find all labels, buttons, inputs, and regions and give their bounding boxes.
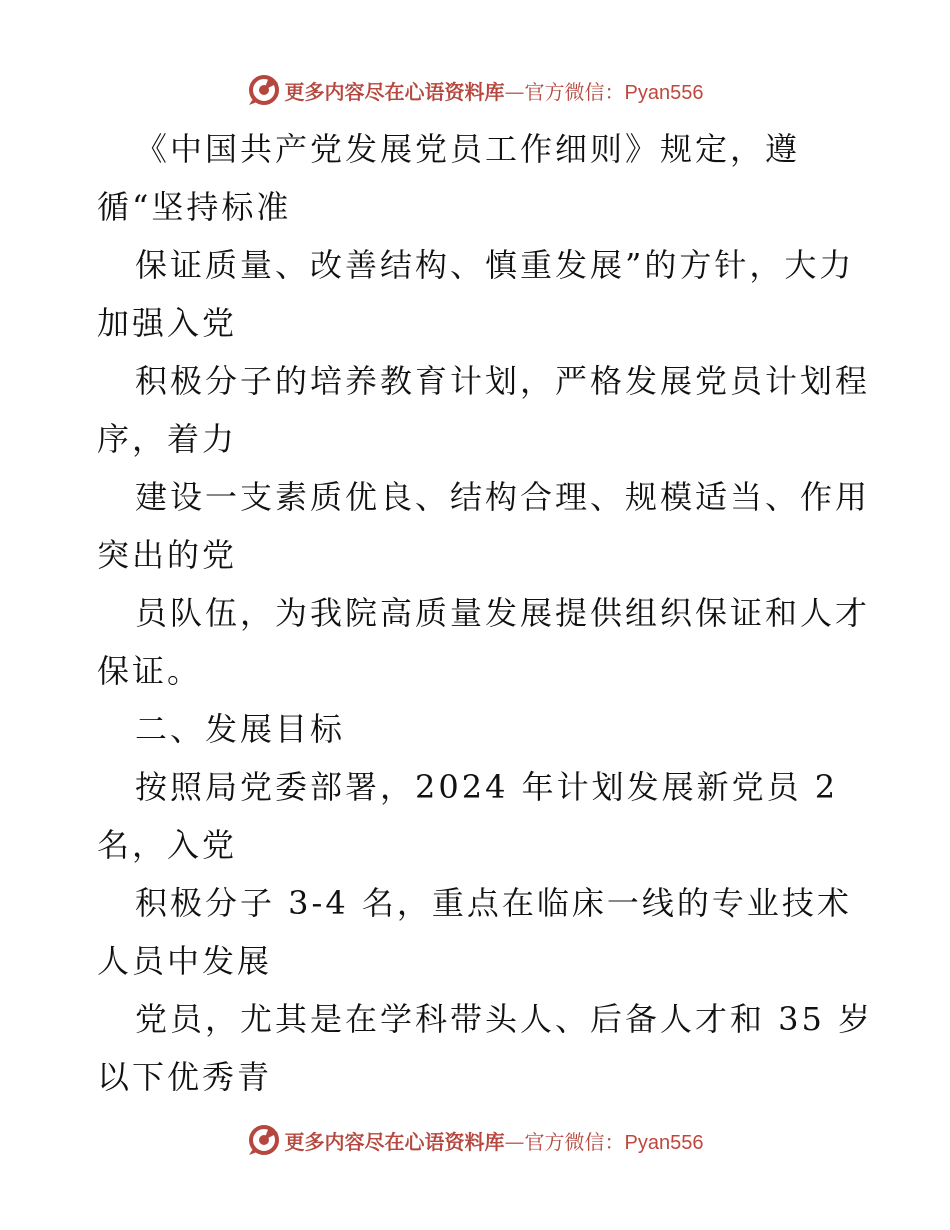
header-banner [0,70,950,110]
text-line: 序，着力 [97,420,238,458]
text-line: 加强入党 [97,304,238,342]
wechat-id: Pyan556 [624,1131,704,1154]
footer-banner-text [285,1126,704,1155]
document-body [97,120,874,1106]
text-line: 积极分子的培养教育计划，严格发展党员计划程 [135,362,871,400]
text-line: 以下优秀青 [97,1058,273,1096]
wechat-label: 官方微信： [524,79,625,104]
text-line: 员队伍，为我院高质量发展提供组织保证和人才 [135,594,871,632]
text-line: 按照局党委部署，2024 年计划发展新党员 2 [135,768,839,806]
text-line: 保证。 [97,652,203,690]
header-banner-text [285,76,704,105]
text-line: 人员中发展 [97,942,273,980]
text-line: 积极分子 3-4 名，重点在临床一线的专业技术 [135,884,852,922]
text-line: 建设一支素质优良、结构合理、规模适当、作用 [135,478,871,516]
text-line: 循“坚持标准 [97,188,292,226]
logo-icon [247,1123,281,1157]
text-line: 名，入党 [97,826,238,864]
banner-separator: — [504,79,525,104]
logo-icon [247,73,281,107]
text-line: 《中国共产党发展党员工作细则》规定，遵 [135,130,801,168]
site-name: 更多内容尽在心语资料库 [284,1129,505,1154]
text-line: 保证质量、改善结构、慎重发展”的方针，大力 [135,246,855,284]
footer-banner [0,1120,950,1160]
banner-separator: — [504,1129,525,1154]
text-line: 二、发展目标 [135,710,346,748]
wechat-label: 官方微信： [524,1129,625,1154]
text-line: 突出的党 [97,536,238,574]
text-line: 党员，尤其是在学科带头人、后备人才和 35 岁 [135,1000,874,1038]
wechat-id: Pyan556 [624,81,704,104]
site-name: 更多内容尽在心语资料库 [284,79,505,104]
